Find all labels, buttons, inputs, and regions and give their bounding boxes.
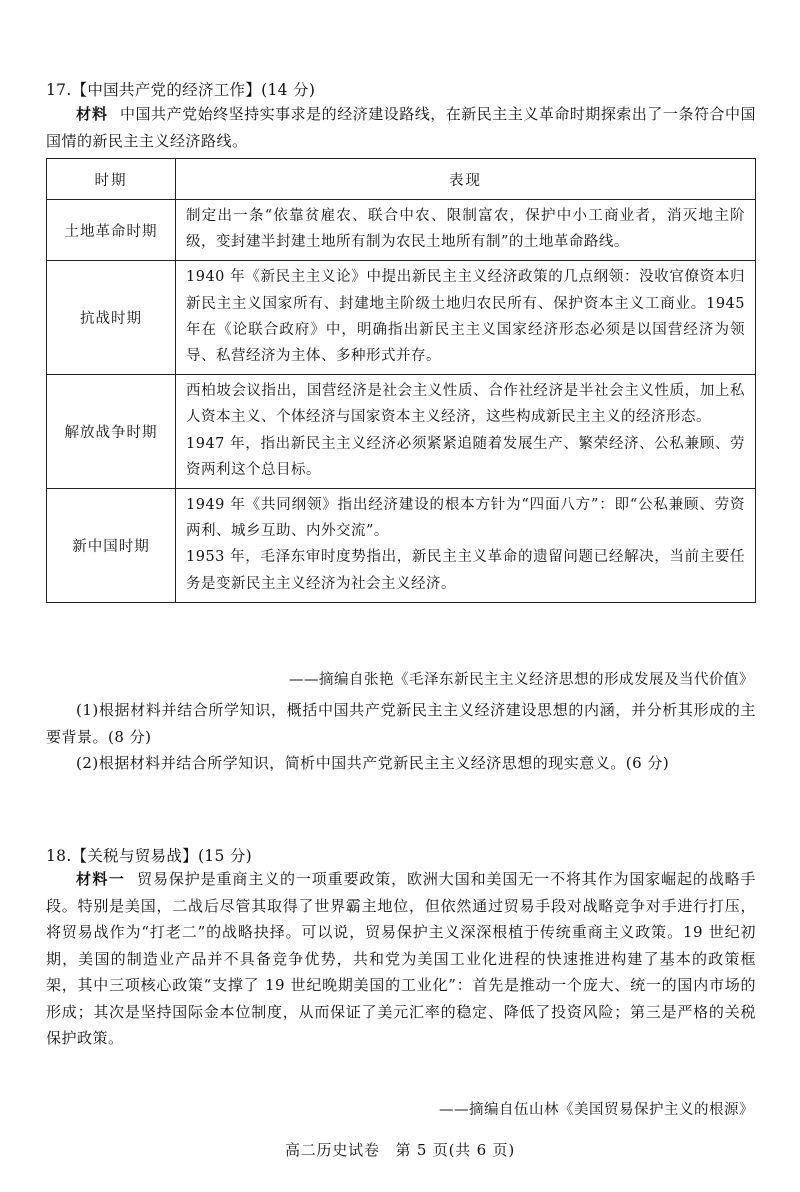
table-row [47, 200, 756, 261]
q18-material [46, 866, 756, 1052]
q17-source: ——摘编自张艳《毛泽东新民主主义经济思想的形成发展及当代价值》 [289, 672, 754, 688]
desc-line: 1940 年《新民主主义论》中提出新民主主义经济政策的几点纲领：没收官僚资本归新民主主义国家所有、封建地主阶级土地归农民所有、保护资本主义工商业。1945 年在《论联合政府》中，明确指出新民主主义国家经济形态必须是以国营经济为领导、私营经济为主体、多种形式并存。 [186, 269, 745, 365]
table-header-period: 时期 [47, 159, 176, 200]
q17-sub1: (1)根据材料并结合所学知识，概括中国共产党新民主主义经济建设思想的内涵，并分析其形成的主要背景。(8 分) [46, 701, 756, 746]
desc-line: 1953 年，毛泽东审时度势指出，新民主主义革命的遗留问题已经解决，当前主要任务是变新民主主义经济为社会主义经济。 [186, 549, 745, 592]
desc-line: 1949 年《共同纲领》指出经济建设的根本方针为“四面八方”：即“公私兼顾、劳资两利、城乡互助、内外交流”。 [186, 497, 745, 540]
page-footer: 高二历史试卷 第 5 页(共 6 页) [284, 1141, 516, 1159]
table-header-row [47, 159, 756, 200]
period-cell: 土地革命时期 [47, 200, 176, 261]
q17-title: 17.【中国共产党的经济工作】(14 分) [46, 81, 316, 99]
q17-material [46, 101, 756, 154]
desc-cell [176, 200, 756, 261]
desc-cell [176, 375, 756, 489]
q18-material-label: 材料一 [76, 870, 126, 888]
period-cell: 解放战争时期 [47, 375, 176, 489]
desc-line: 西柏坡会议指出，国营经济是社会主义性质、合作社经济是半社会主义性质，加上私人资本主义、个体经济与国家资本主义经济，这些构成新民主主义的经济形态。 [186, 383, 745, 426]
period-cell: 新中国时期 [47, 489, 176, 603]
table-row [47, 261, 756, 375]
q18-source: ——摘编自伍山林《美国贸易保护主义的根源》 [439, 1102, 754, 1118]
table-row [47, 375, 756, 489]
desc-line: 1947 年，指出新民主主义经济必须紧紧追随着发展生产、繁荣经济、公私兼顾、劳资两利这个总目标。 [186, 435, 745, 478]
q17-material-text: 中国共产党始终坚持实事求是的经济建设路线，在新民主主义革命时期探索出了一条符合中国国情的新民主主义经济路线。 [46, 105, 756, 150]
desc-cell [176, 489, 756, 603]
table-header-desc: 表现 [176, 159, 756, 200]
q18-material-text: 贸易保护是重商主义的一项重要政策，欧洲大国和美国无一不将其作为国家崛起的战略手段。特别是美国，二战后尽管其取得了世界霸主地位，但依然通过贸易手段对战略竞争对手进行打压，将贸易战作为“打老二”的战略抉择。可以说，贸易保护主义深深根植于传统重商主义政策。19 世纪初期，美国的制造业产品并不具备竞争优势，共和党为美国工业化进程的快速推进构建了基本的政策框架，其中三项核心政策“支撑了 19 世纪晚期美国的工业化”：首先是推动一个庞大、统一的国内市场的形成；其次是坚持国际金本位制度，从而保证了美元汇率的稳定、降低了投资风险；第三是严格的关税保护政策。 [46, 870, 756, 1047]
desc-cell [176, 261, 756, 375]
q17-material-label: 材料 [76, 105, 109, 123]
period-cell: 抗战时期 [47, 261, 176, 375]
table-row [47, 489, 756, 603]
desc-line: 制定出一条“依靠贫雇农、联合中农、限制富农，保护中小工商业者，消灭地主阶级，变封建半封建土地所有制为农民土地所有制”的土地革命路线。 [186, 208, 745, 251]
q18-title: 18.【关税与贸易战】(15 分) [46, 847, 252, 865]
economy-table [46, 158, 756, 603]
q17-sub2: (2)根据材料并结合所学知识，简析中国共产党新民主主义经济思想的现实意义。(6 分) [76, 754, 670, 772]
